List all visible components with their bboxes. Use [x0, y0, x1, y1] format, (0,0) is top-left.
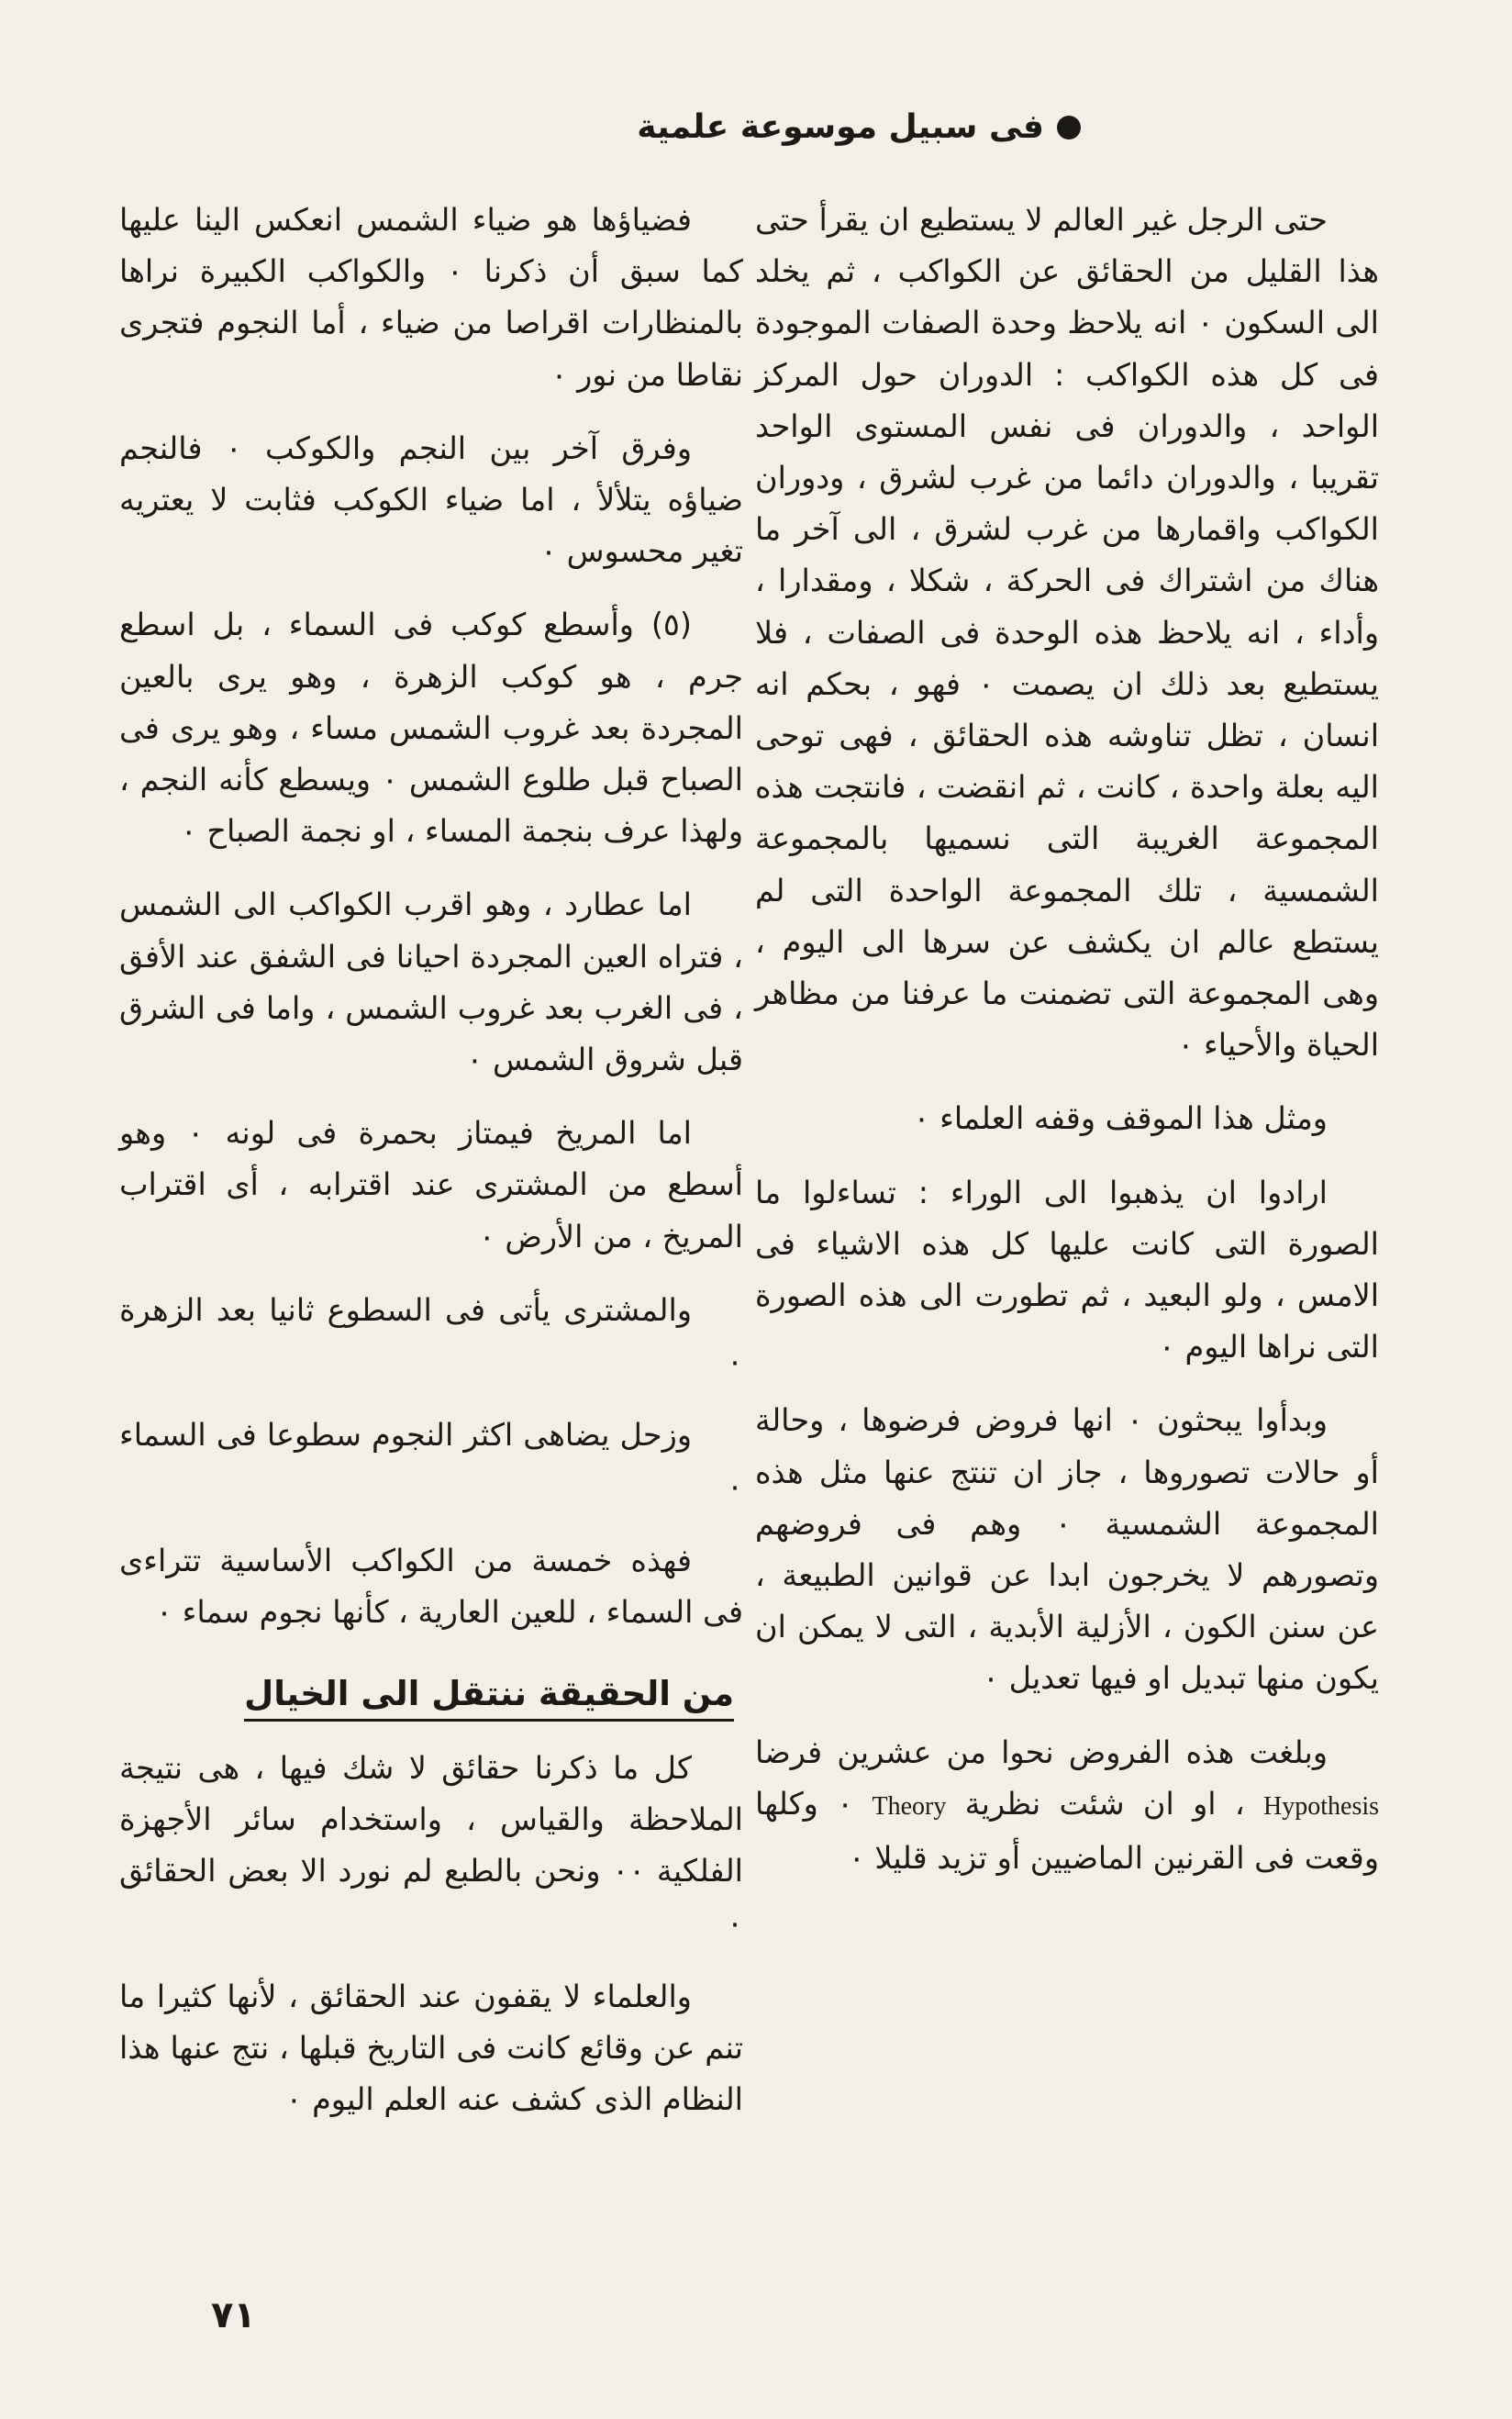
paragraph: كل ما ذكرنا حقائق لا شك فيها ، هى نتيجة الملاحظة والقياس ، واستخدام سائر الأجهزة الفلكية ٠٠ ونحن بالطبع لم نورد الا بعض الحقائق ٠ [119, 1750, 743, 1941]
latin-term-hypothesis: Hypothesis [1263, 1791, 1380, 1821]
page-number: ٧١ [211, 2294, 256, 2336]
header-title: فى سبيل موسوعة علمية [637, 108, 1044, 146]
paragraph-with-terms [755, 1727, 1379, 1885]
paragraph: وفرق آخر بين النجم والكوكب ٠ فالنجم ضياؤه يتلألأ ، اما ضياء الكوكب فثابت لا يعتريه تغير محسوس ٠ [119, 429, 743, 570]
text-run: ، او ان شئت نظرية [964, 1785, 1245, 1822]
paragraph: حتى الرجل غير العالم لا يستطيع ان يقرأ حتى هذا القليل من الحقائق عن الكواكب ، ثم يخلد الى السكون ٠ انه يلاحظ وحدة الصفات الموجودة فى كل هذه الكواكب : الدوران حول المركز الواحد ، والدوران فى نفس المستوى الواحد تقريبا ، والدوران دائما من غرب لشرق ، ودوران الكواكب واقمارها من غرب لشرق ، الى آخر ما هناك من اشتراك فى الحركة ، شكلا ، ومقدارا ، وأداء ، انه يلاحظ هذه الوحدة فى الصفات ، فلا يستطيع بعد ذلك ان يصمت ٠ فهو ، بحكم انه انسان ، تظل تناوشه هذه الحقائق ، فهى توحى اليه بعلة واحدة ، كانت ، ثم انقضت ، فانتجت هذه المجموعة الغريبة التى نسميها بالمجموعة الشمسية ، تلك المجموعة الواحدة التى لم يستطع عالم ان يكشف عن سرها الى اليوم ، وهى المجموعة التى تضمنت ما عرفنا من مظاهر الحياة والأحياء ٠ [755, 202, 1379, 1064]
left-column [755, 195, 1379, 1884]
paragraph: (٥) وأسطع كوكب فى السماء ، بل اسطع جرم ، هو كوكب الزهرة ، وهو يرى بالعين المجردة بعد غروب الشمس مساء ، وهو يرى فى الصباح قبل طلوع الشمس ٠ ويسطع كأنه النجم ، ولهذا عرف بنجمة المساء ، او نجمة الصباح ٠ [119, 607, 743, 850]
paragraph: ارادوا ان يذهبوا الى الوراء : تساءلوا ما الصورة التى كانت عليها كل هذه الاشياء فى الامس ، ولو البعيد ، ثم تطورت الى هذه الصورة التى نراها اليوم ٠ [755, 1174, 1379, 1366]
paragraph: اما عطارد ، وهو اقرب الكواكب الى الشمس ، فتراه العين المجردة احيانا فى الشفق عند الأفق ، فى الغرب بعد غروب الشمس ، واما فى الشرق قبل شروق الشمس ٠ [119, 886, 743, 1078]
paragraph: وزحل يضاهى اكثر النجوم سطوعا فى السماء ٠ [119, 1417, 743, 1505]
running-header [637, 108, 1081, 146]
text-run: وبلغت هذه الفروض نحوا من عشرين فرضا [755, 1733, 1328, 1770]
section-heading-text: من الحقيقة ننتقل الى الخيال [244, 1674, 734, 1722]
paragraph: فهذه خمسة من الكواكب الأساسية تتراءى فى السماء ، للعين العارية ، كأنها نجوم سماء ٠ [119, 1542, 743, 1630]
section-heading [119, 1671, 743, 1717]
text-run: ٠ وكلها وقعت فى القرنين الماضيين أو تزيد قليلا ٠ [755, 1785, 1379, 1877]
paragraph: والمشترى يأتى فى السطوع ثانيا بعد الزهرة ٠ [119, 1291, 743, 1380]
paragraph: ومثل هذا الموقف وقفه العلماء ٠ [913, 1100, 1328, 1137]
paragraph: وبدأوا يبحثون ٠ انها فروض فرضوها ، وحالة أو حالات تصوروها ، جاز ان تنتج عنها مثل هذه المجموعة الشمسية ٠ وهم فى فروضهم وتصورهم لا يخرجون ابدا عن قوانين الطبيعة ، عن سنن الكون ، الأزلية الأبدية ، التى لا يمكن ان يكون منها تبديل او فيها تعديل ٠ [755, 1402, 1379, 1697]
latin-term-theory: Theory [872, 1791, 947, 1821]
paragraph: والعلماء لا يقفون عند الحقائق ، لأنها كثيرا ما تنم عن وقائع كانت فى التاريخ قبلها ، نتج عنها هذا النظام الذى كشف عنه العلم اليوم ٠ [119, 1978, 743, 2118]
paragraph: اما المريخ فيمتاز بحمرة فى لونه ٠ وهو أسطع من المشترى عند اقترابه ، أى اقتراب المريخ ، من الأرض ٠ [119, 1115, 743, 1254]
bullet-icon [1057, 116, 1081, 139]
right-column [119, 195, 743, 2148]
paragraph: فضياؤها هو ضياء الشمس انعكس الينا عليها كما سبق أن ذكرنا ٠ والكواكب الكبيرة نراها بالمنظارات اقراصا من ضياء ، أما النجوم فتجرى نقاطا من نور ٠ [119, 202, 743, 393]
